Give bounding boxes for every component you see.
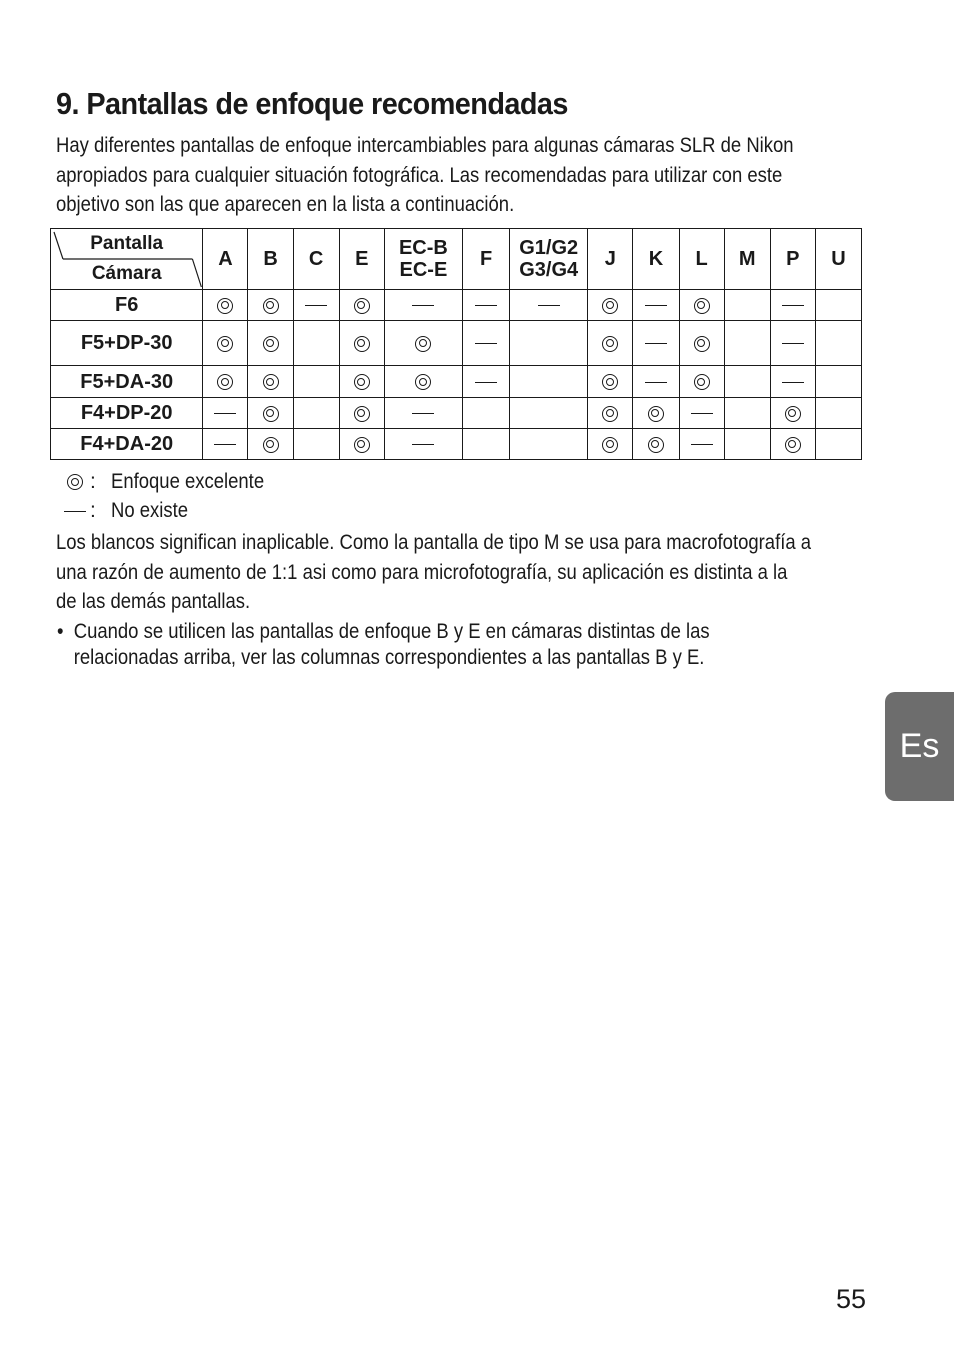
double-circle-icon xyxy=(354,336,370,352)
double-circle-icon xyxy=(415,374,431,390)
column-header: E xyxy=(339,229,384,290)
table-cell xyxy=(384,290,462,321)
table-cell xyxy=(339,366,384,398)
camera-name-cell: F4+DA-20 xyxy=(51,429,203,460)
dash-icon xyxy=(645,305,667,306)
double-circle-icon xyxy=(602,406,618,422)
table-cell xyxy=(815,429,861,460)
table-cell xyxy=(815,366,861,398)
table-cell xyxy=(770,398,815,429)
table-cell xyxy=(384,321,462,366)
table-cell xyxy=(724,321,770,366)
table-cell xyxy=(588,366,633,398)
table-cell xyxy=(588,321,633,366)
table-row xyxy=(51,398,862,429)
table-row xyxy=(51,429,862,460)
double-circle-icon xyxy=(602,437,618,453)
table-cell xyxy=(203,366,248,398)
corner-label-camara: Cámara xyxy=(91,263,162,284)
table-cell xyxy=(724,429,770,460)
table-cell xyxy=(248,366,293,398)
table-cell xyxy=(724,366,770,398)
double-circle-icon xyxy=(354,298,370,314)
dash-icon xyxy=(645,382,667,383)
table-header-row xyxy=(51,229,862,290)
double-circle-icon xyxy=(263,298,279,314)
dash-icon xyxy=(782,343,804,344)
column-header: G1/G2 G3/G4 xyxy=(510,229,588,290)
table-row xyxy=(51,290,862,321)
dash-icon xyxy=(782,382,804,383)
dash-icon xyxy=(782,305,804,306)
table-cell xyxy=(384,366,462,398)
table-cell xyxy=(679,429,724,460)
table-cell xyxy=(339,429,384,460)
column-header: L xyxy=(679,229,724,290)
dash-icon xyxy=(305,305,327,306)
column-header: K xyxy=(633,229,679,290)
dash-icon xyxy=(475,343,497,344)
column-header: J xyxy=(588,229,633,290)
table-cell xyxy=(293,321,339,366)
dash-icon xyxy=(538,305,560,306)
page-number: 55 xyxy=(836,1284,867,1314)
bullet-dot: • xyxy=(57,620,64,643)
dash-icon xyxy=(214,444,236,445)
bullet-text: Cuando se utilicen las pantallas de enfoque B y E en cámaras distintas de las relacionadas arriba, ver las columnas correspondientes a las pantallas B y E. xyxy=(73,620,710,669)
column-header: F xyxy=(463,229,510,290)
double-circle-icon xyxy=(785,437,801,453)
legend-dash-label: No existe xyxy=(111,499,189,522)
table-cell xyxy=(203,290,248,321)
double-circle-icon xyxy=(354,374,370,390)
double-circle-icon xyxy=(217,298,233,314)
table-row xyxy=(51,321,862,366)
table-cell xyxy=(510,321,588,366)
table-cell xyxy=(679,321,724,366)
double-circle-icon xyxy=(694,374,710,390)
table-cell xyxy=(588,398,633,429)
table-cell xyxy=(384,398,462,429)
table-cell xyxy=(463,290,510,321)
table-cell xyxy=(724,398,770,429)
dash-icon xyxy=(475,382,497,383)
camera-name-cell: F5+DA-30 xyxy=(51,366,203,398)
double-circle-icon xyxy=(415,336,431,352)
table-cell xyxy=(510,429,588,460)
table-cell xyxy=(724,290,770,321)
legend-circle xyxy=(62,469,265,495)
camera-name-cell: F4+DP-20 xyxy=(51,398,203,429)
table-cell xyxy=(679,398,724,429)
focusing-screen-table xyxy=(50,228,862,460)
table-cell xyxy=(770,321,815,366)
bullet-note xyxy=(57,619,814,671)
dash-icon xyxy=(412,444,434,445)
column-header: P xyxy=(770,229,815,290)
legend-dash xyxy=(62,498,189,524)
camera-name-cell: F6 xyxy=(51,290,203,321)
legend-circle-label: Enfoque excelente xyxy=(111,470,265,493)
column-header: C xyxy=(293,229,339,290)
table-cell xyxy=(633,290,679,321)
table-cell xyxy=(679,290,724,321)
double-circle-icon xyxy=(354,406,370,422)
dash-icon xyxy=(214,413,236,414)
legend-colon: : xyxy=(90,499,96,522)
double-circle-icon xyxy=(263,406,279,422)
dash-icon xyxy=(475,305,497,306)
table-cell xyxy=(463,429,510,460)
table-cell xyxy=(293,366,339,398)
column-header: M xyxy=(724,229,770,290)
dash-icon xyxy=(645,343,667,344)
table-cell xyxy=(384,429,462,460)
table-cell xyxy=(588,429,633,460)
double-circle-icon xyxy=(263,437,279,453)
column-header: B xyxy=(248,229,293,290)
table-cell xyxy=(815,321,861,366)
legend-colon: : xyxy=(90,470,96,493)
table-cell xyxy=(463,366,510,398)
table-cell xyxy=(203,429,248,460)
column-header: U xyxy=(815,229,861,290)
intro-paragraph: Hay diferentes pantallas de enfoque intercambiables para algunas cámaras SLR de Nikon apropiados para cualquier situación fotográfica. Las recomendadas para utilizar con este objetivo son las que aparecen en la lista a continuación. xyxy=(56,134,794,216)
double-circle-icon xyxy=(602,298,618,314)
blanks-note: Los blancos significan inaplicable. Como la pantalla de tipo M se usa para macrofotografía a una razón de aumento de 1:1 asi como para microfotografía, su aplicación es distinta a la de las demás pantallas. xyxy=(56,531,812,613)
table-cell xyxy=(633,321,679,366)
table-cell xyxy=(339,398,384,429)
table-cell xyxy=(339,321,384,366)
table-cell xyxy=(248,321,293,366)
double-circle-icon xyxy=(263,374,279,390)
dash-icon xyxy=(412,413,434,414)
table-cell xyxy=(510,290,588,321)
double-circle-icon xyxy=(694,298,710,314)
column-header: EC-B EC-E xyxy=(384,229,462,290)
table-cell xyxy=(248,398,293,429)
camera-name-cell: F5+DP-30 xyxy=(51,321,203,366)
dash-icon xyxy=(691,413,713,414)
table-cell xyxy=(510,398,588,429)
double-circle-icon xyxy=(67,474,83,490)
table-cell xyxy=(633,366,679,398)
table-cell xyxy=(203,398,248,429)
table-cell xyxy=(293,290,339,321)
double-circle-icon xyxy=(785,406,801,422)
table-cell xyxy=(339,290,384,321)
corner-label-pantalla: Pantalla xyxy=(90,233,164,254)
table-cell xyxy=(815,290,861,321)
table-cell xyxy=(679,366,724,398)
table-cell xyxy=(633,398,679,429)
table-row xyxy=(51,366,862,398)
dash-icon xyxy=(64,511,86,512)
table-cell xyxy=(510,366,588,398)
double-circle-icon xyxy=(354,437,370,453)
table-cell xyxy=(633,429,679,460)
table-body xyxy=(51,290,862,460)
table-cell xyxy=(588,290,633,321)
table-cell xyxy=(770,366,815,398)
double-circle-icon xyxy=(217,336,233,352)
table-corner-cell xyxy=(51,229,203,290)
table-cell xyxy=(463,321,510,366)
table-cell xyxy=(293,429,339,460)
language-tab: Es xyxy=(885,692,954,801)
double-circle-icon xyxy=(648,406,664,422)
dash-icon xyxy=(412,305,434,306)
table-cell xyxy=(770,429,815,460)
double-circle-icon xyxy=(217,374,233,390)
table-cell xyxy=(293,398,339,429)
double-circle-icon xyxy=(602,374,618,390)
table-cell xyxy=(463,398,510,429)
dash-icon xyxy=(691,444,713,445)
double-circle-icon xyxy=(602,336,618,352)
table-cell xyxy=(203,321,248,366)
section-title: 9. Pantallas de enfoque recomendadas xyxy=(56,86,568,121)
double-circle-icon xyxy=(694,336,710,352)
table-cell xyxy=(248,290,293,321)
double-circle-icon xyxy=(263,336,279,352)
table-cell xyxy=(770,290,815,321)
table-cell xyxy=(248,429,293,460)
double-circle-icon xyxy=(648,437,664,453)
table-cell xyxy=(815,398,861,429)
column-header: A xyxy=(203,229,248,290)
